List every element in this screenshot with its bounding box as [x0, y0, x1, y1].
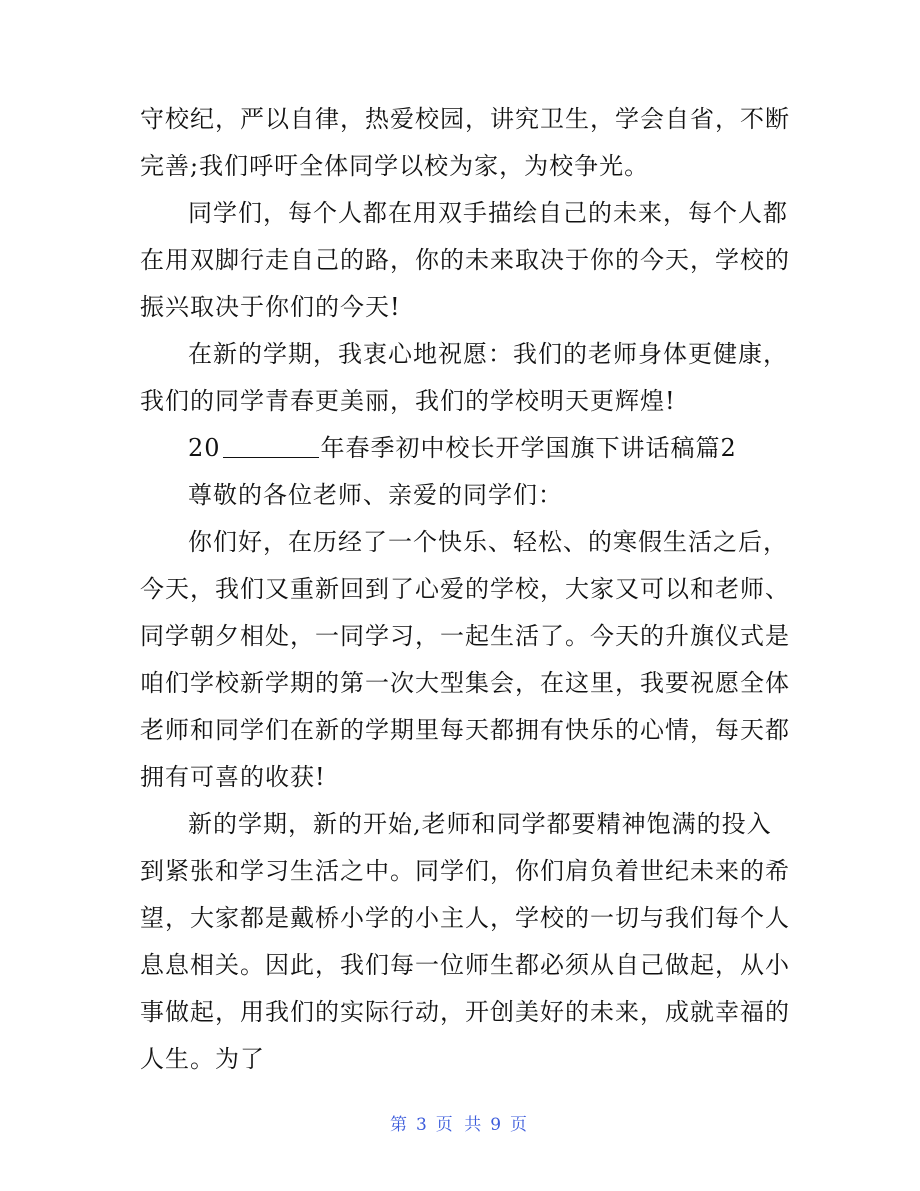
paragraph-wishes: 在新的学期，我衷心地祝愿：我们的老师身体更健康，我们的同学青春更美丽，我们的学校明天更辉煌!: [140, 340, 788, 415]
footer-prefix: 第: [389, 1115, 410, 1135]
section-heading: [140, 425, 790, 472]
paragraph-continuation: 守校纪，严以自律，热爱校园，讲究卫生，学会自省，不断完善;我们呼吁全体同学以校为家，为校争光。: [140, 105, 790, 180]
document-body: [140, 96, 790, 1083]
paragraph-future: 同学们，每个人都在用双手描绘自己的未来，每个人都在用双脚行走自己的路，你的未来取决于你的今天，学校的振兴取决于你们的今天!: [140, 199, 790, 321]
heading-blank-underline: [223, 431, 319, 458]
greeting-line: 尊敬的各位老师、亲爱的同学们：: [188, 481, 563, 509]
paragraph-welcome: 你们好，在历经了一个快乐、轻松、的寒假生活之后，今天，我们又重新回到了心爱的学校，大家又可以和老师、同学朝夕相处，一同学习，一起生活了。今天的升旗仪式是咱们学校新学期的第一次大型集会，在这里，我要祝愿全体老师和同学们在新的学期里每天都拥有快乐的心情，每天都拥有可喜的收获!: [140, 528, 790, 791]
footer-middle: 页 共: [435, 1115, 485, 1135]
footer-suffix: 页: [510, 1115, 531, 1135]
paragraph-new-semester: 新的学期，新的开始,老师和同学都要精神饱满的投入到紧张和学习生活之中。同学们，你们肩负着世纪未来的希望，大家都是戴桥小学的小主人，学校的一切与我们每个人息息相关。因此，我们每一位师生都必须从自己做起，从小事做起，用我们的实际行动，开创美好的未来，成就幸福的人生。为了: [140, 810, 790, 1073]
page-number-footer: [0, 1110, 920, 1135]
heading-year-prefix: 20: [188, 434, 221, 462]
heading-title: 年春季初中校长开学国旗下讲话稿篇2: [320, 434, 737, 462]
footer-current-page: 3: [415, 1115, 430, 1135]
footer-total-pages: 9: [490, 1115, 505, 1135]
